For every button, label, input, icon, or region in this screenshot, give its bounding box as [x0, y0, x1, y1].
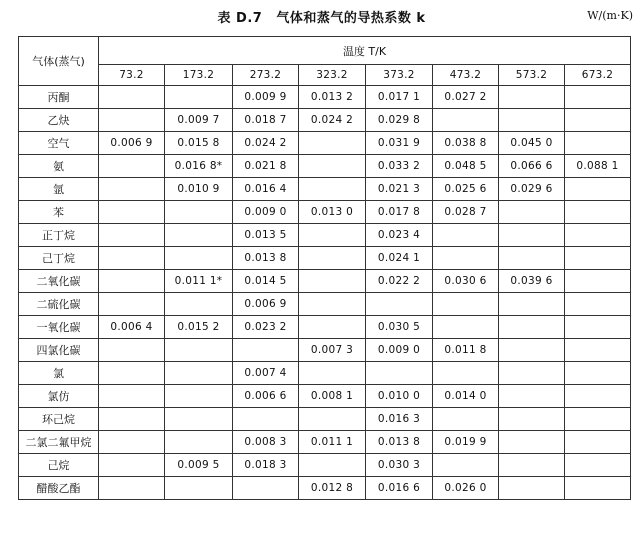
- table-row: [19, 477, 631, 500]
- conductivity-value-cell: [299, 293, 366, 316]
- conductivity-value-cell: [565, 316, 631, 339]
- conductivity-value-cell: [499, 431, 565, 454]
- conductivity-value-cell: [99, 86, 165, 109]
- conductivity-value-cell: [499, 201, 565, 224]
- conductivity-value-cell: [165, 247, 233, 270]
- conductivity-value-cell: [299, 316, 366, 339]
- table-row: [19, 247, 631, 270]
- conductivity-value-cell: 0.024 1: [366, 247, 433, 270]
- conductivity-value-cell: [433, 109, 499, 132]
- conductivity-value-cell: [99, 293, 165, 316]
- gas-name-cell: 四氯化碳: [19, 339, 99, 362]
- conductivity-value-cell: [299, 132, 366, 155]
- conductivity-value-cell: 0.016 4: [233, 178, 299, 201]
- conductivity-value-cell: 0.019 9: [433, 431, 499, 454]
- gas-name-cell: 环己烷: [19, 408, 99, 431]
- gas-name-cell: 乙炔: [19, 109, 99, 132]
- conductivity-value-cell: [565, 224, 631, 247]
- table-row: [19, 385, 631, 408]
- conductivity-value-cell: [366, 362, 433, 385]
- table-body: [19, 86, 631, 500]
- conductivity-value-cell: [433, 247, 499, 270]
- conductivity-value-cell: [299, 362, 366, 385]
- table-row: [19, 408, 631, 431]
- conductivity-value-cell: 0.013 5: [233, 224, 299, 247]
- conductivity-value-cell: 0.088 1: [565, 155, 631, 178]
- conductivity-value-cell: [565, 431, 631, 454]
- conductivity-value-cell: [433, 408, 499, 431]
- conductivity-value-cell: [99, 201, 165, 224]
- conductivity-value-cell: 0.025 6: [433, 178, 499, 201]
- conductivity-value-cell: [499, 454, 565, 477]
- conductivity-value-cell: [99, 477, 165, 500]
- conductivity-value-cell: [499, 86, 565, 109]
- conductivity-value-cell: 0.030 3: [366, 454, 433, 477]
- table-caption: 气体和蒸气的导热系数 k: [276, 11, 426, 26]
- conductivity-value-cell: [499, 362, 565, 385]
- conductivity-value-cell: 0.007 3: [299, 339, 366, 362]
- conductivity-value-cell: [366, 293, 433, 316]
- conductivity-value-cell: 0.027 2: [433, 86, 499, 109]
- conductivity-value-cell: [99, 454, 165, 477]
- conductivity-value-cell: [165, 362, 233, 385]
- conductivity-value-cell: [433, 454, 499, 477]
- conductivity-value-cell: 0.023 4: [366, 224, 433, 247]
- conductivity-value-cell: [433, 362, 499, 385]
- conductivity-value-cell: [233, 477, 299, 500]
- conductivity-value-cell: 0.024 2: [233, 132, 299, 155]
- unit-label: W/(m·K): [587, 9, 633, 22]
- table-row: [19, 155, 631, 178]
- conductivity-value-cell: 0.026 0: [433, 477, 499, 500]
- conductivity-value-cell: 0.006 9: [99, 132, 165, 155]
- gas-name-cell: 苯: [19, 201, 99, 224]
- conductivity-value-cell: 0.038 8: [433, 132, 499, 155]
- header-row-1: [19, 37, 631, 65]
- conductivity-value-cell: 0.008 3: [233, 431, 299, 454]
- table-row: [19, 109, 631, 132]
- table-row: [19, 362, 631, 385]
- temperature-header: 温度 T/K: [99, 37, 631, 65]
- conductivity-value-cell: 0.016 6: [366, 477, 433, 500]
- conductivity-value-cell: [165, 339, 233, 362]
- conductivity-value-cell: 0.039 6: [499, 270, 565, 293]
- conductivity-value-cell: 0.008 1: [299, 385, 366, 408]
- table-row: [19, 132, 631, 155]
- conductivity-value-cell: [299, 224, 366, 247]
- conductivity-value-cell: 0.014 0: [433, 385, 499, 408]
- temperature-column-header: 173.2: [165, 65, 233, 86]
- conductivity-value-cell: [565, 109, 631, 132]
- gas-column-header: 气体(蒸气): [19, 37, 99, 86]
- conductivity-value-cell: [233, 339, 299, 362]
- conductivity-value-cell: [499, 408, 565, 431]
- conductivity-value-cell: 0.007 4: [233, 362, 299, 385]
- header-row-2: [19, 65, 631, 86]
- conductivity-value-cell: [565, 454, 631, 477]
- conductivity-value-cell: 0.048 5: [433, 155, 499, 178]
- conductivity-value-cell: [99, 109, 165, 132]
- conductivity-value-cell: [165, 477, 233, 500]
- conductivity-value-cell: 0.023 2: [233, 316, 299, 339]
- conductivity-value-cell: 0.009 7: [165, 109, 233, 132]
- temperature-column-header: 673.2: [565, 65, 631, 86]
- temperature-column-header: 273.2: [233, 65, 299, 86]
- conductivity-value-cell: [165, 385, 233, 408]
- table-row: [19, 454, 631, 477]
- gas-name-cell: 己烷: [19, 454, 99, 477]
- conductivity-value-cell: 0.030 6: [433, 270, 499, 293]
- conductivity-value-cell: [99, 362, 165, 385]
- conductivity-value-cell: [433, 224, 499, 247]
- gas-name-cell: 己丁烷: [19, 247, 99, 270]
- conductivity-value-cell: 0.012 8: [299, 477, 366, 500]
- conductivity-value-cell: [499, 339, 565, 362]
- table-row: [19, 270, 631, 293]
- gas-name-cell: 氯仿: [19, 385, 99, 408]
- conductivity-value-cell: [565, 270, 631, 293]
- table-row: [19, 339, 631, 362]
- conductivity-value-cell: 0.014 5: [233, 270, 299, 293]
- conductivity-value-cell: [165, 201, 233, 224]
- conductivity-value-cell: [433, 293, 499, 316]
- conductivity-value-cell: 0.030 5: [366, 316, 433, 339]
- conductivity-value-cell: [565, 477, 631, 500]
- conductivity-value-cell: 0.013 8: [366, 431, 433, 454]
- conductivity-value-cell: 0.028 7: [433, 201, 499, 224]
- table-row: [19, 293, 631, 316]
- conductivity-value-cell: 0.009 5: [165, 454, 233, 477]
- table-row: [19, 316, 631, 339]
- gas-name-cell: 氯: [19, 362, 99, 385]
- gas-name-cell: 丙酮: [19, 86, 99, 109]
- temperature-column-header: 473.2: [433, 65, 499, 86]
- conductivity-value-cell: [499, 316, 565, 339]
- conductivity-value-cell: [499, 293, 565, 316]
- conductivity-value-cell: 0.006 4: [99, 316, 165, 339]
- gas-name-cell: 正丁烷: [19, 224, 99, 247]
- conductivity-value-cell: 0.009 9: [233, 86, 299, 109]
- conductivity-value-cell: [499, 247, 565, 270]
- conductivity-value-cell: [165, 224, 233, 247]
- conductivity-value-cell: [99, 178, 165, 201]
- conductivity-value-cell: [299, 408, 366, 431]
- conductivity-value-cell: [565, 247, 631, 270]
- table-row: [19, 86, 631, 109]
- gas-name-cell: 空气: [19, 132, 99, 155]
- table-row: [19, 431, 631, 454]
- conductivity-value-cell: [499, 385, 565, 408]
- conductivity-value-cell: [299, 454, 366, 477]
- table-row: [19, 178, 631, 201]
- table-title: [0, 7, 643, 26]
- conductivity-value-cell: 0.017 8: [366, 201, 433, 224]
- conductivity-value-cell: 0.017 1: [366, 86, 433, 109]
- gas-name-cell: 醋酸乙酯: [19, 477, 99, 500]
- conductivity-value-cell: [99, 270, 165, 293]
- conductivity-value-cell: 0.013 0: [299, 201, 366, 224]
- conductivity-value-cell: 0.016 8*: [165, 155, 233, 178]
- temperature-column-header: 373.2: [366, 65, 433, 86]
- gas-name-cell: 氨: [19, 155, 99, 178]
- conductivity-value-cell: 0.009 0: [233, 201, 299, 224]
- conductivity-value-cell: 0.010 9: [165, 178, 233, 201]
- conductivity-value-cell: [499, 224, 565, 247]
- conductivity-value-cell: 0.013 2: [299, 86, 366, 109]
- conductivity-value-cell: 0.021 8: [233, 155, 299, 178]
- conductivity-value-cell: 0.006 9: [233, 293, 299, 316]
- conductivity-value-cell: 0.015 2: [165, 316, 233, 339]
- conductivity-table: [18, 36, 631, 500]
- conductivity-value-cell: [565, 408, 631, 431]
- conductivity-value-cell: [165, 408, 233, 431]
- conductivity-value-cell: [565, 293, 631, 316]
- conductivity-value-cell: 0.031 9: [366, 132, 433, 155]
- gas-name-cell: 氩: [19, 178, 99, 201]
- gas-name-cell: 二硫化碳: [19, 293, 99, 316]
- conductivity-value-cell: [165, 86, 233, 109]
- conductivity-value-cell: [299, 270, 366, 293]
- conductivity-value-cell: 0.022 2: [366, 270, 433, 293]
- gas-name-cell: 二氯二氟甲烷: [19, 431, 99, 454]
- conductivity-value-cell: 0.013 8: [233, 247, 299, 270]
- table-number: 表 D.7: [217, 11, 263, 26]
- conductivity-value-cell: 0.010 0: [366, 385, 433, 408]
- conductivity-value-cell: 0.011 8: [433, 339, 499, 362]
- conductivity-value-cell: [565, 178, 631, 201]
- conductivity-value-cell: [565, 201, 631, 224]
- conductivity-value-cell: [99, 224, 165, 247]
- conductivity-value-cell: [499, 477, 565, 500]
- gas-name-cell: 二氧化碳: [19, 270, 99, 293]
- conductivity-value-cell: [165, 293, 233, 316]
- conductivity-value-cell: [565, 385, 631, 408]
- conductivity-value-cell: [565, 86, 631, 109]
- conductivity-value-cell: 0.018 7: [233, 109, 299, 132]
- conductivity-value-cell: [299, 247, 366, 270]
- conductivity-value-cell: 0.045 0: [499, 132, 565, 155]
- conductivity-value-cell: [299, 155, 366, 178]
- conductivity-value-cell: [565, 132, 631, 155]
- conductivity-value-cell: 0.009 0: [366, 339, 433, 362]
- conductivity-value-cell: [165, 431, 233, 454]
- table-row: [19, 201, 631, 224]
- conductivity-value-cell: 0.006 6: [233, 385, 299, 408]
- conductivity-value-cell: 0.024 2: [299, 109, 366, 132]
- conductivity-value-cell: [499, 109, 565, 132]
- conductivity-value-cell: [233, 408, 299, 431]
- gas-name-cell: 一氧化碳: [19, 316, 99, 339]
- conductivity-value-cell: [299, 178, 366, 201]
- conductivity-value-cell: [565, 362, 631, 385]
- conductivity-value-cell: [433, 316, 499, 339]
- conductivity-value-cell: 0.029 8: [366, 109, 433, 132]
- conductivity-value-cell: 0.011 1*: [165, 270, 233, 293]
- conductivity-value-cell: [565, 339, 631, 362]
- conductivity-value-cell: 0.021 3: [366, 178, 433, 201]
- conductivity-value-cell: [99, 408, 165, 431]
- temperature-column-header: 323.2: [299, 65, 366, 86]
- conductivity-value-cell: 0.029 6: [499, 178, 565, 201]
- conductivity-value-cell: 0.015 8: [165, 132, 233, 155]
- conductivity-value-cell: [99, 431, 165, 454]
- temperature-column-header: 573.2: [499, 65, 565, 86]
- conductivity-value-cell: [99, 385, 165, 408]
- table-row: [19, 224, 631, 247]
- conductivity-value-cell: 0.011 1: [299, 431, 366, 454]
- conductivity-value-cell: 0.016 3: [366, 408, 433, 431]
- conductivity-value-cell: [99, 155, 165, 178]
- conductivity-value-cell: 0.033 2: [366, 155, 433, 178]
- temperature-column-header: 73.2: [99, 65, 165, 86]
- conductivity-value-cell: 0.066 6: [499, 155, 565, 178]
- conductivity-value-cell: [99, 339, 165, 362]
- conductivity-value-cell: [99, 247, 165, 270]
- conductivity-value-cell: 0.018 3: [233, 454, 299, 477]
